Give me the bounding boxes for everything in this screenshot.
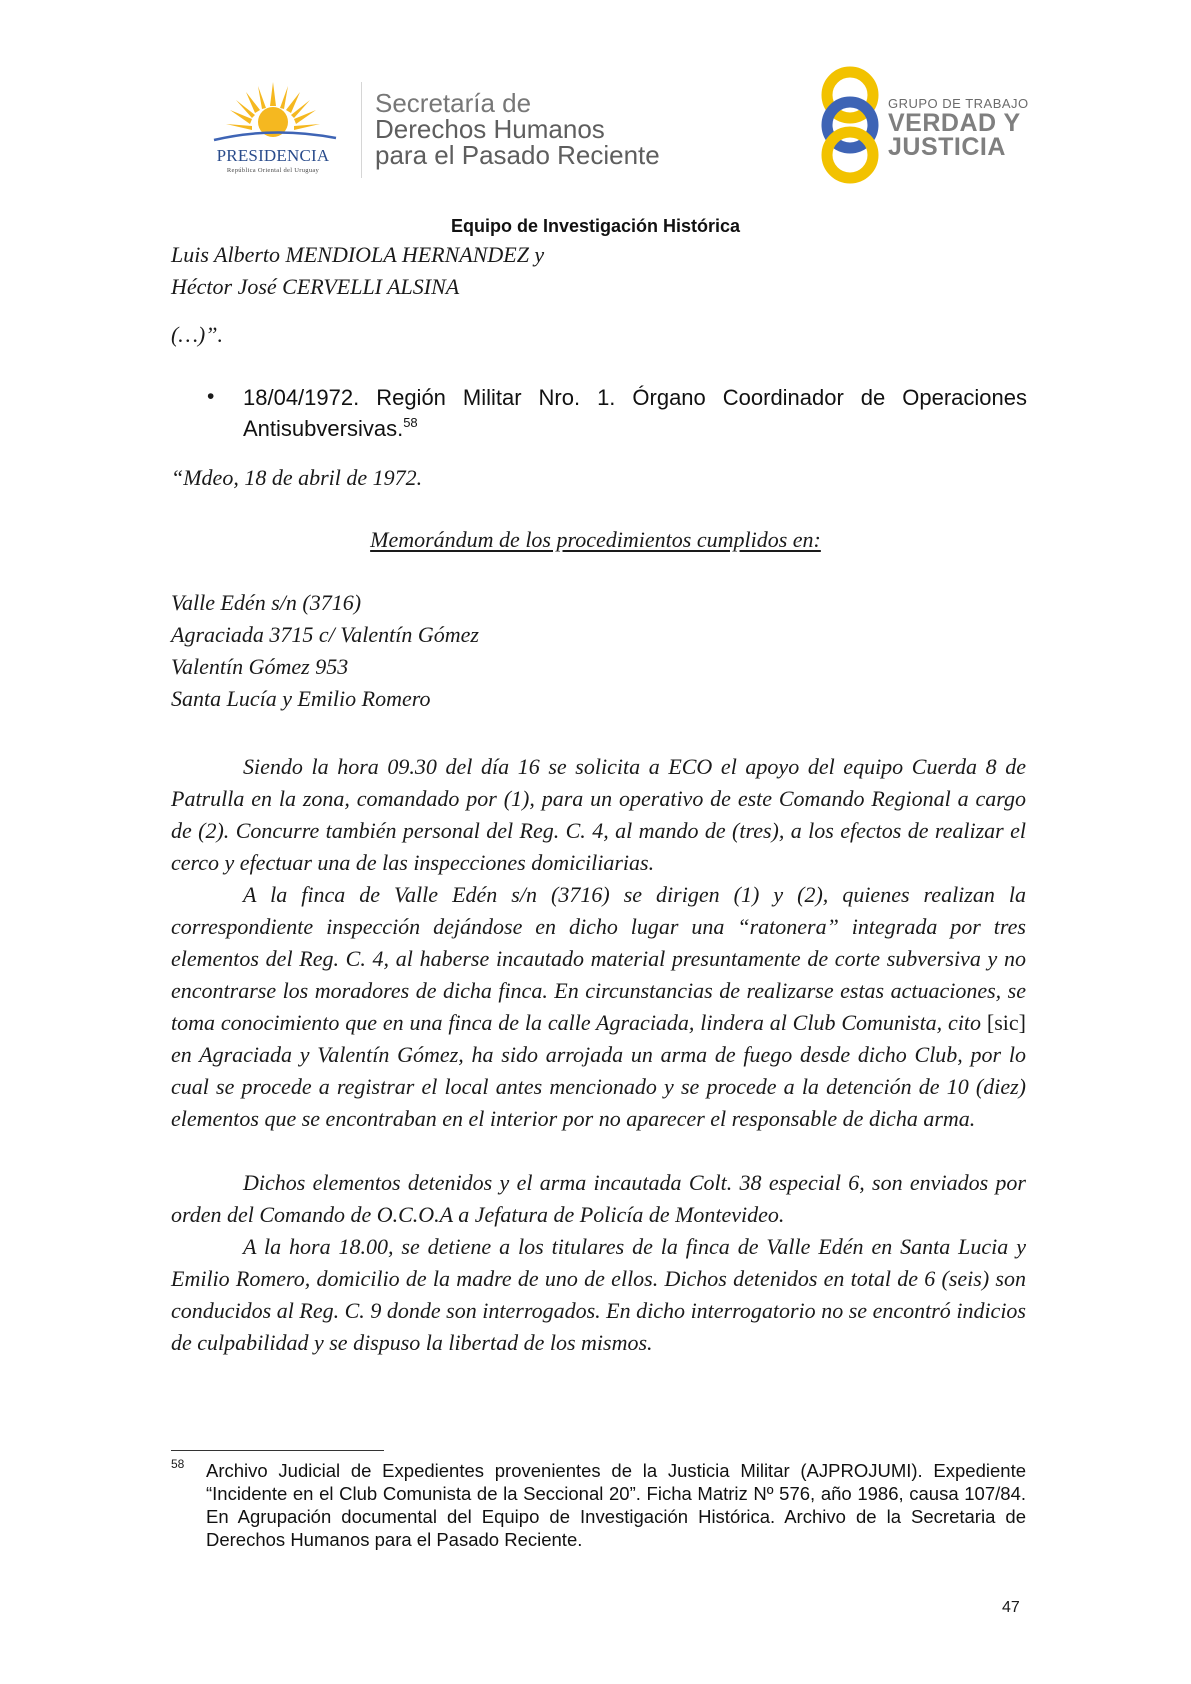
- secretaria-line-3: para el Pasado Reciente: [375, 140, 660, 170]
- address-line: Agraciada 3715 c/ Valentín Gómez: [171, 622, 479, 647]
- team-title: Equipo de Investigación Histórica: [450, 216, 741, 236]
- grupo-line-1: GRUPO DE TRABAJO: [888, 96, 1029, 111]
- secretaria-line-2: Derechos Humanos: [375, 114, 605, 144]
- paragraph-3-text: Dichos elementos detenidos y el arma incautada Colt. 38 especial 6, son enviados por orden del Comando de O.C.O.A a Jefatura de Policía de Montevideo.: [171, 1170, 1026, 1227]
- secretaria-logo-text: [375, 90, 660, 168]
- grupo-line-3: JUSTICIA: [888, 133, 1006, 161]
- presidencia-subtitle: República Oriental del Uruguay: [226, 167, 320, 174]
- names-line-2: Héctor José CERVELLI ALSINA: [171, 274, 460, 299]
- address-line: Valentín Gómez 953: [171, 654, 349, 679]
- logo-divider: [361, 82, 362, 178]
- bullet-item: [243, 382, 1027, 444]
- paragraph-4: [171, 1231, 1026, 1359]
- presidencia-logo: [196, 82, 350, 178]
- page-number: 47: [1002, 1599, 1020, 1616]
- names-line-1: Luis Alberto MENDIOLA HERNANDEZ y: [171, 242, 545, 267]
- bullet-icon: •: [207, 385, 215, 408]
- paragraph-3: [171, 1167, 1026, 1231]
- grupo-trabajo-text: [888, 96, 1029, 159]
- address-line: Santa Lucía y Emilio Romero: [171, 686, 431, 711]
- linked-rings-icon: [815, 63, 885, 187]
- footnote-reference[interactable]: 58: [403, 415, 418, 430]
- paragraph-2: [171, 879, 1026, 1135]
- paragraph-2b-text: en Agraciada y Valentín Gómez, ha sido arrojada un arma de fuego desde dicho Club, por lo cual se procede a registrar el local antes mencionado y se procede a la detención de 10 (diez) elementos que se encontraban en el interior por no aparecer el responsable de dicha arma.: [171, 1042, 1026, 1131]
- memo-title: Memorándum de los procedimientos cumplidos en:: [370, 527, 821, 552]
- sic-note: [sic]: [986, 1010, 1027, 1035]
- grupo-line-2: VERDAD Y: [888, 109, 1021, 137]
- sun-icon: [196, 82, 350, 148]
- footnote-divider: [171, 1450, 384, 1451]
- paragraph-1-text: Siendo la hora 09.30 del día 16 se solicita a ECO el apoyo del equipo Cuerda 8 de Patrulla en la zona, comandado por (1), para un operativo de este Comando Regional a cargo de (2). Concurre también personal del Reg. C. 4, al mando de (tres), a los efectos de realizar el cerco y efectuar una de las inspecciones domiciliarias.: [171, 754, 1026, 875]
- paragraph-1: [171, 751, 1026, 879]
- date-line: “Mdeo, 18 de abril de 1972.: [171, 465, 423, 490]
- footnote-text: Archivo Judicial de Expedientes provenientes de la Justicia Militar (AJPROJUMI). Expediente “Incidente en el Club Comunista de la Seccional 20”. Ficha Matriz Nº 576, año 1986, causa 107/84. En Agrupación documental del Equipo de Investigación Histórica. Archivo de la Secretaria de Derechos Humanos para el Pasado Reciente.: [206, 1460, 1026, 1550]
- presidencia-name: PRESIDENCIA: [216, 146, 330, 165]
- bullet-text: 18/04/1972. Región Militar Nro. 1. Órgano Coordinador de Operaciones Antisubversivas.: [243, 385, 1027, 441]
- secretaria-line-1: Secretaría de: [375, 88, 532, 118]
- address-line: Valle Edén s/n (3716): [171, 590, 362, 615]
- paragraph-2a-text: A la finca de Valle Edén s/n (3716) se dirigen (1) y (2), quienes realizan la correspondiente inspección dejándose en dicho lugar una “ratonera” integrada por tres elementos del Reg. C. 4, al haberse incautado material presuntamente de corte subversiva y no encontrarse los moradores de dicha finca. En circunstancias de realizarse estas actuaciones, se toma conocimiento que en una finca de la calle Agraciada, lindera al Club Comunista, cito: [171, 882, 1026, 1035]
- footnote-number: 58: [171, 1457, 185, 1471]
- paragraph-4-text: A la hora 18.00, se detiene a los titulares de la finca de Valle Edén en Santa Lucia y Emilio Romero, domicilio de la madre de uno de ellos. Dichos detenidos en total de 6 (seis) son conducidos al Reg. C. 9 donde son interrogados. En dicho interrogatorio no se encontró indicios de culpabilidad y se dispuso la libertad de los mismos.: [171, 1234, 1026, 1355]
- ellipsis-close-quote: (…)”.: [171, 322, 223, 347]
